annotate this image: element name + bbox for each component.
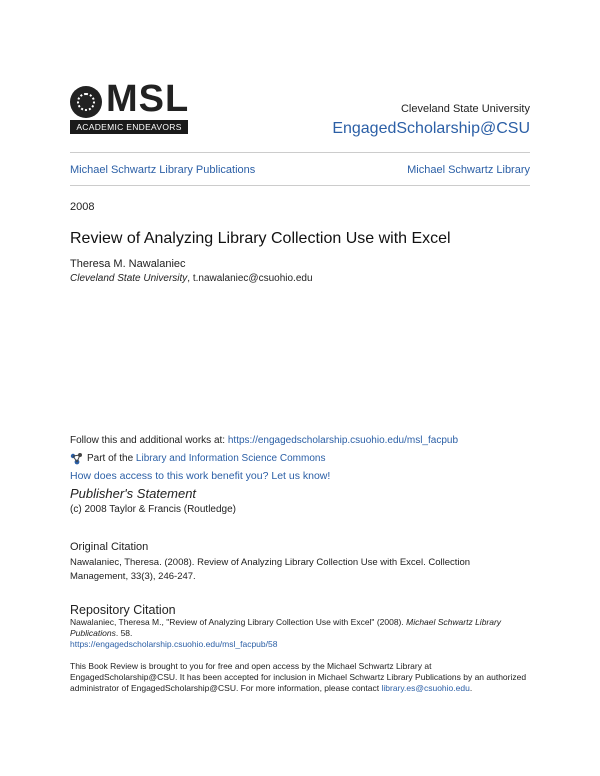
footer-text: This Book Review is brought to you for free and open access by the Michael Schwartz Library at EngagedScholarship@CSU. It has been accepted for inclusion in Michael Schwartz Library Publications by an authorized administrator of EngagedScholarship@CSU. For more information, please contact bbox=[70, 661, 527, 693]
repo-prefix: Nawalaniec, Theresa M., "Review of Analyzing Library Collection Use with Excel" (2008). bbox=[70, 617, 407, 627]
nav-library-link[interactable]: Michael Schwartz Library bbox=[407, 164, 530, 176]
divider-bottom bbox=[70, 185, 530, 186]
part-of-prefix: Part of the bbox=[87, 453, 134, 464]
msl-logo bbox=[70, 78, 190, 136]
original-citation-text: Nawalaniec, Theresa. (2008). Review of Analyzing Library Collection Use with Excel. Collection Management, 33(3), 246-247. bbox=[70, 557, 471, 582]
university-name: Cleveland State University bbox=[400, 103, 530, 115]
follow-url-link[interactable]: https://engagedscholarship.csuohio.edu/msl_facpub bbox=[227, 435, 459, 446]
publication-year: 2008 bbox=[70, 201, 95, 213]
contact-email-link[interactable]: library.es@csuohio.edu bbox=[381, 683, 470, 693]
affiliation-name: Cleveland State University bbox=[70, 273, 188, 284]
follow-prefix: Follow this and additional works at: bbox=[70, 435, 228, 446]
engaged-scholarship-brand[interactable] bbox=[332, 120, 530, 138]
repo-italic: Michael Schwartz Library Publications bbox=[70, 617, 502, 638]
follow-line bbox=[70, 435, 458, 446]
author-name: Theresa M. Nawalaniec bbox=[70, 258, 186, 270]
repository-url-link[interactable]: https://engagedscholarship.csuohio.edu/msl_facpub/58 bbox=[70, 639, 278, 649]
copyright-text: (c) 2008 Taylor & Francis (Routledge) bbox=[70, 504, 236, 515]
logo-subtext: ACADEMIC ENDEAVORS bbox=[70, 120, 188, 134]
brand-main: Scholarship@CSU bbox=[396, 120, 530, 137]
footer-notice bbox=[70, 661, 530, 694]
seal-icon bbox=[70, 86, 102, 118]
publisher-statement-heading: Publisher's Statement bbox=[70, 486, 197, 501]
feedback-link[interactable]: How does access to this work benefit you? Let us know! bbox=[70, 470, 331, 482]
logo-text: MSL bbox=[106, 78, 190, 120]
part-of-line bbox=[70, 452, 325, 465]
article-title: Review of Analyzing Library Collection Use with Excel bbox=[70, 230, 451, 247]
repo-suffix: . 58. bbox=[115, 628, 133, 638]
network-icon bbox=[70, 452, 83, 465]
author-affiliation bbox=[70, 273, 313, 284]
author-email: , t.nawalaniec@csuohio.edu bbox=[187, 273, 313, 284]
repository-citation-heading: Repository Citation bbox=[70, 603, 176, 617]
original-citation-heading: Original Citation bbox=[70, 541, 149, 553]
divider-top bbox=[70, 152, 530, 153]
footer-end: . bbox=[469, 683, 473, 693]
repository-citation-text bbox=[70, 617, 530, 650]
brand-prefix: Engaged bbox=[332, 120, 397, 137]
commons-link[interactable]: Library and Information Science Commons bbox=[135, 453, 326, 464]
nav-library-publications-link[interactable]: Michael Schwartz Library Publications bbox=[70, 164, 256, 176]
